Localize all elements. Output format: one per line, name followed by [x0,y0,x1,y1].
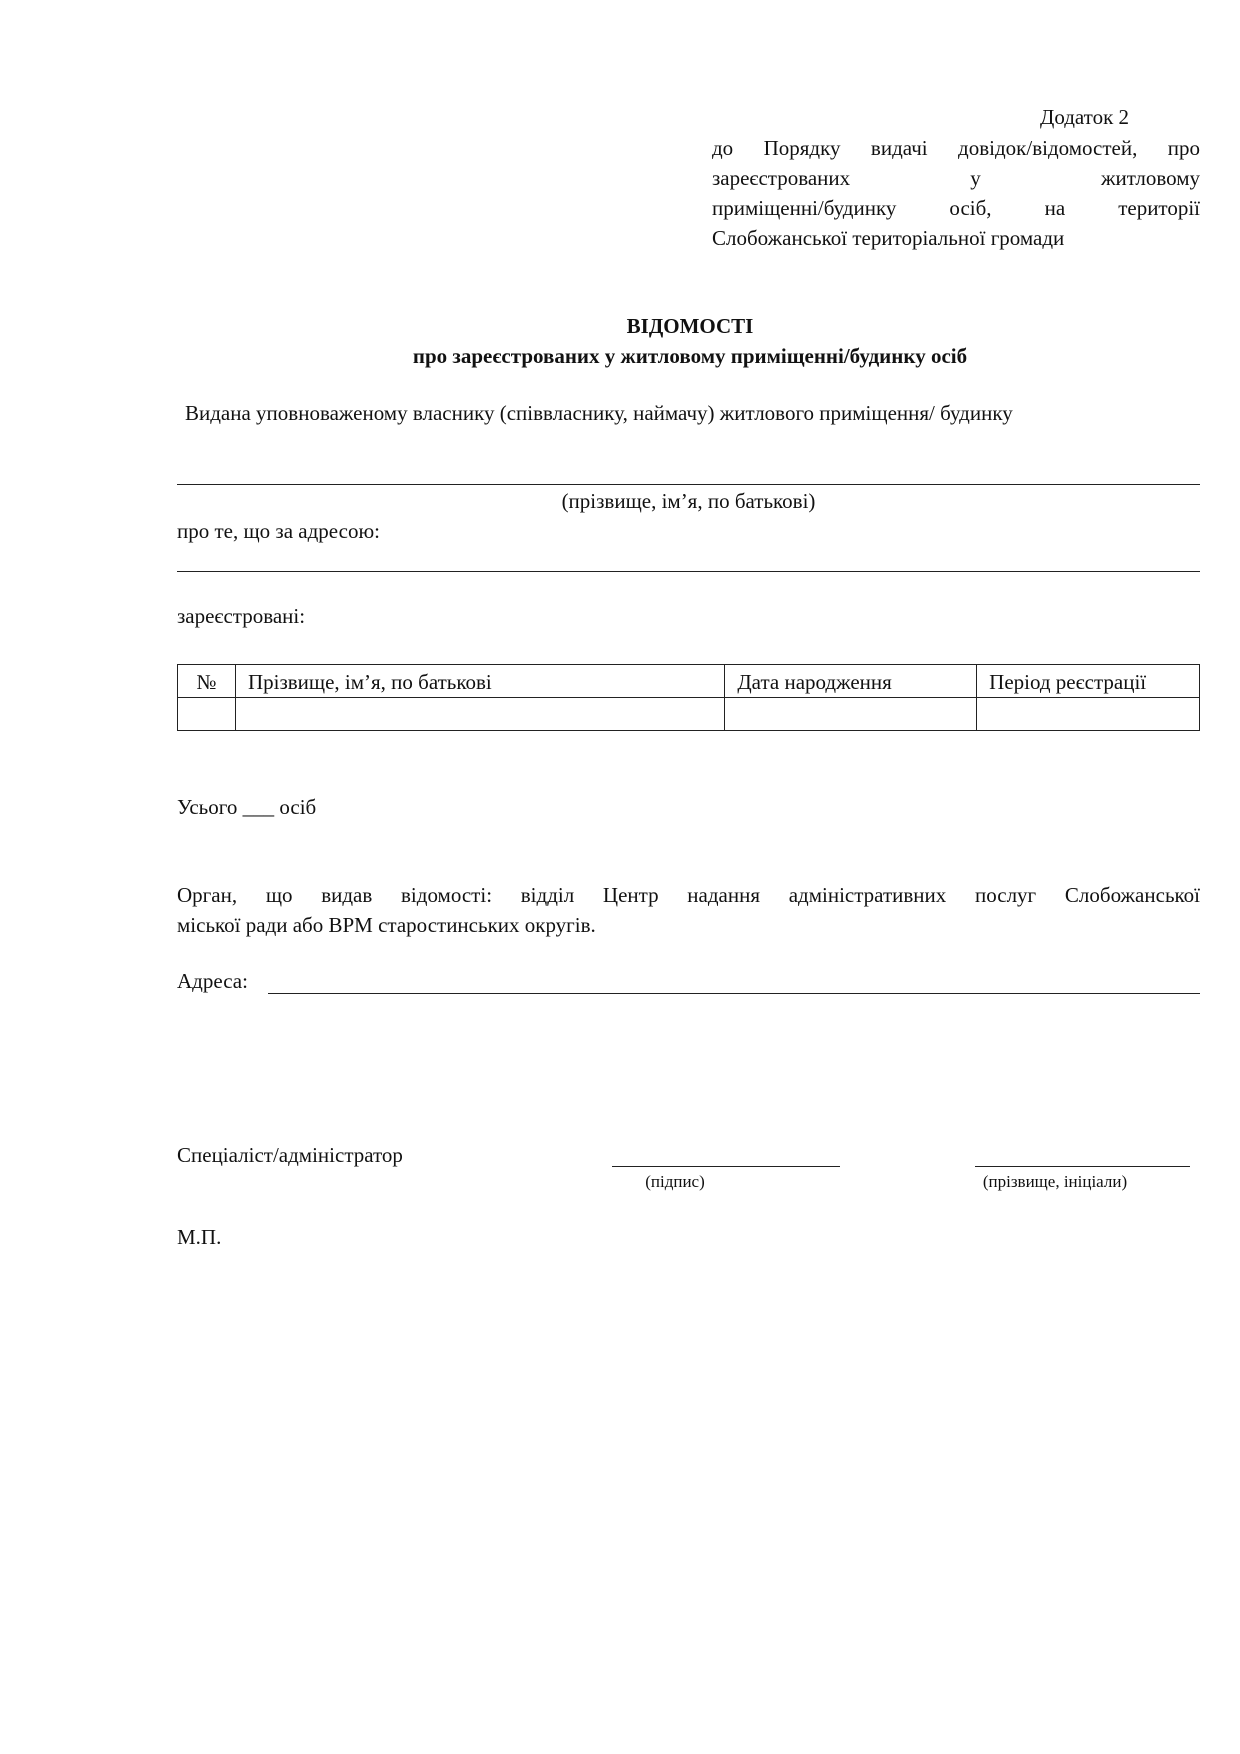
annex-line-4: Слобожанської територіальної громади [712,226,1065,250]
annex-line-2: зареєстрованих у житловому [712,166,1200,190]
table-row [178,698,1200,731]
table-cell [977,698,1200,731]
col-header-name: Прізвище, ім’я, по батькові [235,665,724,698]
annex-title: Додаток 2 [1040,105,1130,129]
issuer-line-2: міської ради або ВРМ старостинських округів. [177,913,596,937]
total-prefix: Усього [177,795,238,819]
col-header-birth-date: Дата народження [725,665,977,698]
registration-table [177,664,1200,731]
issuer-line-1: Орган, що видав відомості: відділ Центр надання адміністративних послуг Слобожанської [177,883,1200,907]
col-header-number: № [178,665,236,698]
address-fill-line [177,571,1200,572]
signature-caption: (підпис) [645,1172,705,1191]
stamp-placeholder: М.П. [177,1225,222,1249]
table-cell [725,698,977,731]
table-header-row [178,665,1200,698]
total-suffix: осіб [279,795,317,819]
total-line [177,792,316,822]
col-header-registration-period: Період реєстрації [977,665,1200,698]
document-subtitle: про зареєстрованих у житловому приміщенні/будинку осіб [412,344,968,368]
name-initials-caption: (прізвище, ініціали) [982,1172,1128,1191]
signatory-role: Спеціаліст/адміністратор [177,1143,403,1167]
address-intro: про те, що за адресою: [177,519,380,543]
issued-to-text: Видана уповноваженому власнику (співвласнику, наймачу) житлового приміщення/ будинку [185,401,1013,425]
annex-line-1: до Порядку видачі довідок/відомостей, про [712,136,1200,160]
address-value-line [268,993,1200,994]
annex-line-3: приміщенні/будинку осіб, на території [712,196,1200,220]
name-fill-line [177,484,1200,485]
total-blank: ___ [242,795,275,819]
table-cell [235,698,724,731]
signature-line [612,1166,840,1167]
table-cell [178,698,236,731]
name-initials-line [975,1166,1190,1167]
name-caption: (прізвище, ім’я, по батькові) [561,489,816,513]
registered-label: зареєстровані: [177,604,306,628]
address-label: Адреса: [177,969,248,993]
document-title: ВІДОМОСТІ [626,314,754,338]
